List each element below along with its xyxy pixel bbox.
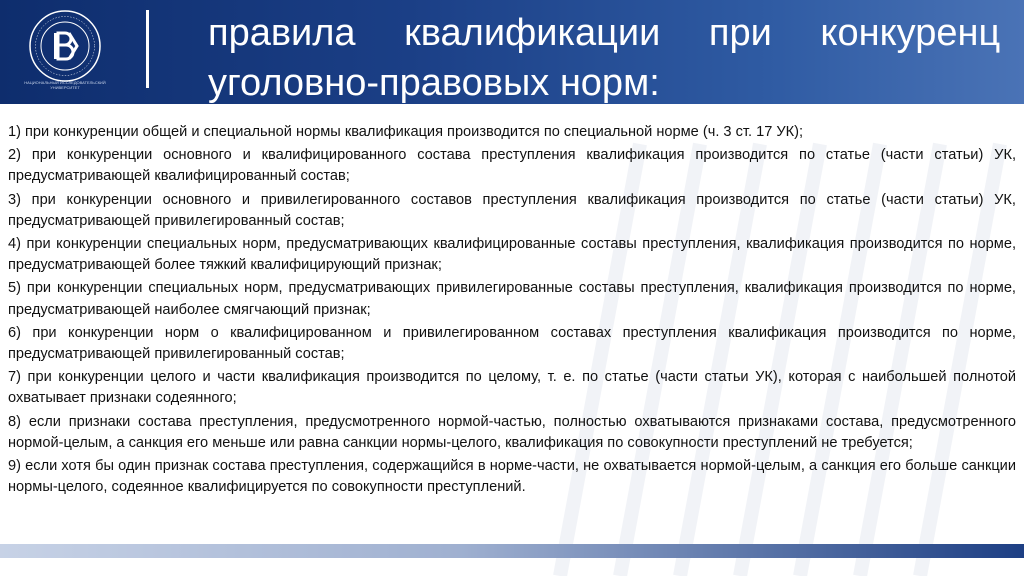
rule-item: 1) при конкуренции общей и специальной нормы квалификация производится по специальной норме (ч. 3 ст. 17 УК); — [8, 124, 804, 140]
logo-caption: НАЦИОНАЛЬНЫЙ ИССЛЕДОВАТЕЛЬСКИЙ УНИВЕРСИТЕТ — [24, 80, 106, 90]
rule-item: 3) при конкуренции основного и привилегированного составов преступления квалификация производится по статье (части статьи) УК, предусматривающей привилегированный состав; — [8, 191, 1016, 229]
rule-item: 6) при конкуренции норм о квалифицированном и привилегированном составах преступления квалификация производится по норме, предусматривающей привилегированный состав; — [8, 324, 1016, 363]
university-logo-icon — [28, 9, 102, 83]
slide-header — [0, 0, 1024, 104]
rules-list — [8, 122, 1016, 500]
rule-item: 5) при конкуренции специальных норм, предусматривающих привилегированные составы преступления, квалификация производится по норме, предусматривающей наиболее смягчающий признак; — [8, 280, 1016, 318]
rule-item: 9) если хотя бы один признак состава преступления, содержащийся в норме-части, не охватывается нормой-целым, а санкция его больше санкции нормы-целого, содеянное квалифицируется по совокупности преступлений. — [8, 458, 1016, 496]
footer-bar — [0, 544, 1024, 558]
rule-item: 8) если признаки состава преступления, предусмотренного нормой-частью, полностью охватываются признаками состава, предусмотренного нормой-целым, а санкция его меньше или равна санкции нормы-целого, квалификация по совокупности преступлений не требуется; — [8, 413, 1016, 451]
header-divider — [146, 10, 149, 88]
slide-title — [208, 8, 1024, 104]
slide-title-line-1: правила квалификации при конкуренц — [208, 12, 1001, 54]
rule-item: 2) при конкуренции основного и квалифицированного состава преступления квалификация производится по статье (части статьи) УК, предусматривающей квалифицированный состав; — [8, 147, 1016, 185]
slide-title-line-2: уголовно-правовых норм: — [208, 62, 660, 104]
rule-item: 7) при конкуренции целого и части квалификация производится по целому, т. е. по статье (части статьи УК), которая с наибольшей полнотой охватывает признаки содеянного; — [8, 369, 1016, 407]
rule-item: 4) при конкуренции специальных норм, предусматривающих квалифицированные составы преступления, квалификация производится по норме, предусматривающей более тяжкий квалифицирующий признак; — [8, 236, 1016, 274]
